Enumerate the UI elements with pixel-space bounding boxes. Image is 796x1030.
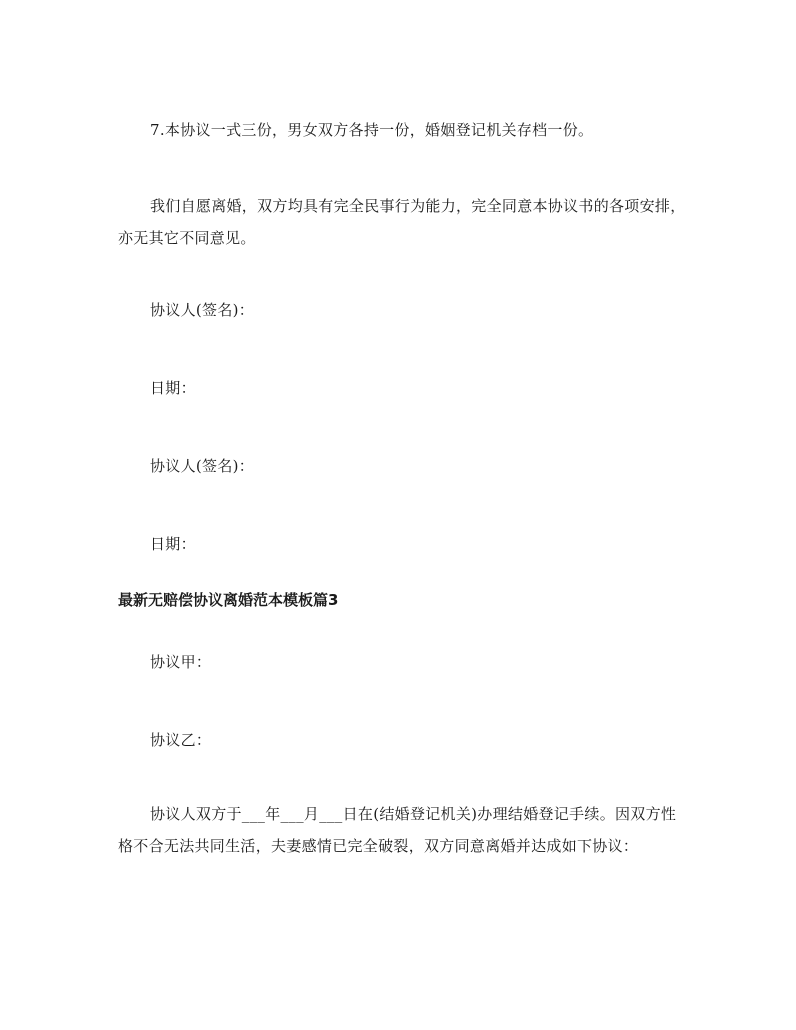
clause-7-paragraph: 7.本协议一式三份，男女双方各持一份，婚姻登记机关存档一份。 — [150, 121, 594, 139]
signatory-1-label: 协议人(签名)： — [150, 301, 255, 319]
section-heading: 最新无赔偿协议离婚范本模板篇3 — [118, 591, 339, 609]
date-1-label: 日期： — [150, 379, 196, 397]
party-b-label: 协议乙： — [150, 731, 212, 749]
mutual-consent-paragraph: 我们自愿离婚，双方均具有完全民事行为能力，完全同意本协议书的各项安排，亦无其它不同意见。 — [118, 197, 686, 247]
signatory-2-label: 协议人(签名)： — [150, 457, 255, 475]
marriage-registration-paragraph: 协议人双方于___年___月___日在(结婚登记机关)办理结婚登记手续。因双方性格不合无法共同生活，夫妻感情已完全破裂，双方同意离婚并达成如下协议： — [118, 805, 677, 855]
party-a-label: 协议甲： — [150, 653, 212, 671]
date-2-label: 日期： — [150, 535, 196, 553]
